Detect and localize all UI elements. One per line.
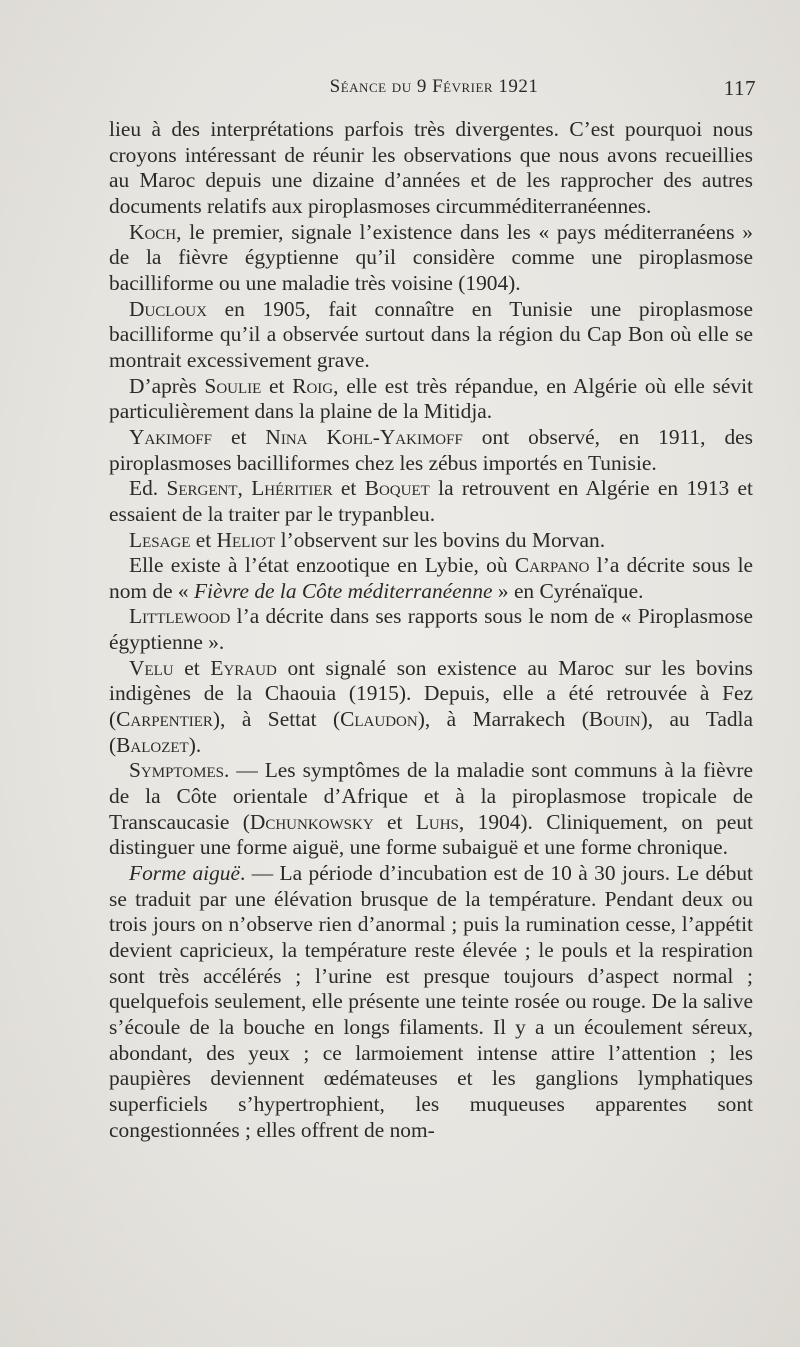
paragraph	[109, 758, 753, 861]
text-run: . — La période d’incubation est de 10 à 30 jours. Le début se traduit par une élévation brusque de la température. Pendant deux ou trois jours on n’observe rien d’anormal ; puis la rumination cesse, l’appétit devient capricieux, la température reste élevée ; le pouls et la respiration sont très accélérés ; l’urine est presque toujours d’aspect normal ; quelquefois seulement, elle présente une teinte rosée ou rouge. De la salive s’écoule de la bouche en longs filaments. Il y a un écoulement séreux, abondant, des yeux ; ce larmoiement intense attire l’attention ; les paupières deviennent œdémateuses et les ganglions lymphatiques superficiels s’hypertrophient, les muqueuses apparentes sont congestionnées ; elles offrent de nom-	[109, 861, 753, 1142]
author-name: Lesage	[129, 527, 191, 552]
author-name: Carpentier	[116, 707, 213, 732]
text-run: ), à Settat (	[212, 707, 341, 732]
author-name: Roig	[292, 373, 334, 398]
text-run: . — Les symptômes de la maladie sont communs à la fièvre de la Côte orientale d’Afrique et à la piroplasmose tropicale de Transcaucasie (	[109, 758, 753, 834]
text-run: ont observé, en 1911, des piroplasmoses bacilliformes chez les zébus importés en Tunisie.	[109, 424, 753, 475]
paragraph	[109, 861, 753, 1143]
author-name: Sergent	[166, 476, 238, 501]
paragraph	[109, 374, 753, 425]
paragraph	[109, 604, 753, 655]
text-run: ).	[188, 732, 202, 757]
section-heading: Symptomes	[129, 758, 224, 783]
paragraph	[109, 297, 753, 374]
author-name: Boquet	[364, 476, 430, 501]
paragraph	[109, 476, 753, 527]
text-run: l’a décrite dans ses rapports sous le nom de « Piroplasmose égyptienne ».	[109, 604, 753, 655]
text-run: en 1905, fait connaître en Tunisie une piroplasmose bacilliforme qu’il a observée surtout dans la région du Cap Bon où elle se montrait excessivement grave.	[109, 296, 753, 372]
page-number: 117	[723, 76, 756, 100]
author-name: Velu	[129, 655, 174, 680]
author-name: Soulie	[204, 373, 262, 398]
author-name: Yakimoff	[129, 424, 212, 449]
paragraph	[109, 117, 753, 220]
author-name: Nina Kohl-Yakimoff	[265, 424, 463, 449]
text-run: l’observent sur les bovins du Morvan.	[275, 527, 606, 552]
text-run: , le premier, signale l’existence dans les « pays méditerranéens » de la fièvre égyptienne qu’il considère comme une piroplasmose bacilliforme ou une maladie très voisine (1904).	[109, 219, 753, 295]
author-name: Balozet	[116, 732, 189, 757]
italic-title: Fièvre de la Côte méditerranéenne	[193, 578, 493, 603]
author-name: Luhs	[415, 809, 459, 834]
text-run: et	[211, 424, 266, 449]
author-name: Carpano	[514, 553, 590, 578]
author-name: Lhéritier	[251, 476, 333, 501]
text-run: » en Cyrénaïque.	[492, 578, 644, 603]
text-run: ), au Tadla (	[109, 707, 753, 757]
text-run: ,	[237, 476, 252, 501]
text-run: , elle est très répandue, en Algérie où elle sévit particulièrement dans la plaine de la Mitidja.	[109, 373, 753, 424]
author-name: Bouin	[588, 707, 641, 732]
text-run: et	[261, 373, 293, 398]
text-run: ), à Marrakech (	[417, 707, 589, 732]
text-run: Elle existe à l’état enzootique en Lybie, où	[129, 553, 515, 578]
paragraph	[109, 656, 753, 759]
running-head-title: Séance du 9 Février 1921	[329, 76, 539, 97]
author-name: Ducloux	[129, 296, 207, 321]
text-run: ont signalé son existence au Maroc sur les bovins indigènes de la Chaouia (1915). Depuis, elle a été retrouvée à Fez (	[109, 655, 753, 732]
text-run: , 1904). Cliniquement, on peut distinguer une forme aiguë, une forme subaiguë et une forme chronique.	[109, 809, 753, 860]
text-run: et	[190, 527, 217, 552]
author-name: Littlewood	[129, 604, 231, 629]
body-text	[109, 117, 753, 1143]
text-run: D’après	[129, 373, 205, 398]
paragraph	[109, 553, 753, 604]
paragraph	[109, 425, 753, 476]
author-name: Koch	[129, 219, 177, 244]
running-head	[112, 74, 756, 104]
author-name: Dchunkowsky	[249, 809, 374, 834]
text-run: lieu à des interprétations parfois très divergentes. C’est pourquoi nous croyons intéressant de réunir les observations que nous avons recueillies au Maroc depuis une dizaine d’années et de les rapprocher des autres documents relatifs aux piroplasmoses circumméditerranéennes.	[109, 117, 753, 218]
text-run: Ed.	[129, 476, 167, 501]
text-run: l’a décrite sous le nom de «	[109, 553, 754, 603]
paragraph	[109, 528, 753, 554]
subsection-heading: Forme aiguë	[129, 861, 240, 886]
author-name: Claudon	[340, 707, 418, 732]
text-run: et	[332, 476, 365, 501]
author-name: Eyraud	[210, 655, 277, 680]
text-run: la retrouvent en Algérie en 1913 et essaient de la traiter par le trypanbleu.	[109, 476, 753, 526]
author-name: Heliot	[216, 527, 276, 552]
text-run: et	[173, 655, 211, 680]
paragraph	[109, 220, 753, 297]
text-run: et	[373, 809, 416, 834]
